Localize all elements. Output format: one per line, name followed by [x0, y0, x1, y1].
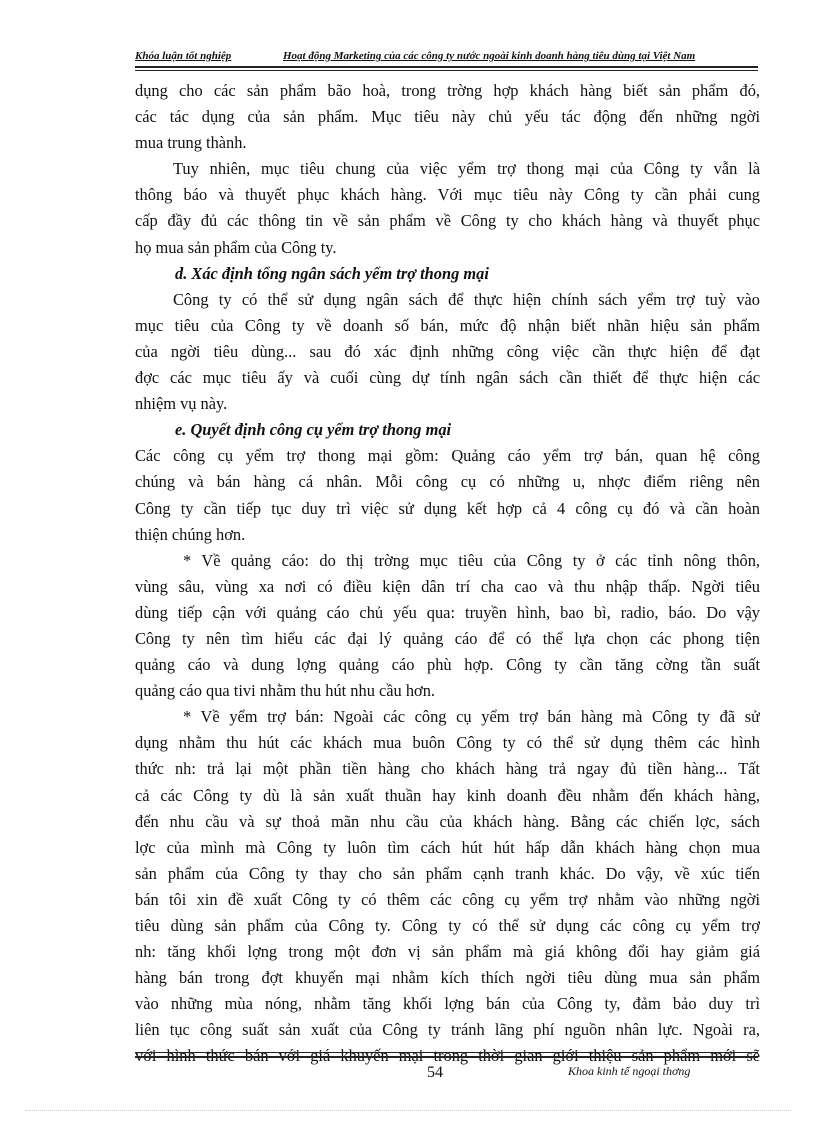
text-line: tiêu dùng sản phẩm của Công ty. Công ty có thể sử dụng các công cụ yểm trợ — [135, 916, 760, 935]
text-line: Công ty có thể sử dụng ngân sách để thực hiện chính sách yểm trợ tuỳ vào — [173, 289, 760, 309]
text-line: thiện chúng hơn. — [135, 524, 246, 544]
text-line: Các công cụ yểm trợ thong mại gồm: Quảng cáo yểm trợ bán, quan hệ công — [135, 446, 760, 466]
section-heading-d: d. Xác định tổng ngân sách yểm trợ thong mại — [175, 263, 489, 283]
text-line: cấp đầy đủ các thông tin về sản phẩm về Công ty cho khách hàng và thuyết phục — [135, 211, 760, 231]
text-line: lợc của mình mà Công ty luôn tìm cách hút hút hấp dẫn khách hàng chọn mua — [135, 837, 760, 857]
text-line: vào những mùa nóng, nhằm tăng khối lợng bán của Công ty, đảm bảo duy trì — [135, 994, 760, 1014]
text-line: cả các Công ty dù là sản xuất thuần hay kinh doanh đều nhằm đến khách hàng, — [135, 785, 760, 805]
text-line: Công ty nên tìm hiểu các đại lý quảng cáo để có thể lựa chọn các phong tiện — [135, 628, 760, 648]
page-number: 54 — [427, 1064, 443, 1081]
text-line: thông báo và thuyết phục khách hàng. Với mục tiêu này Công ty cần phải cung — [135, 185, 760, 205]
header-rule-thick — [135, 66, 758, 68]
text-line: mục tiêu của Công ty về doanh số bán, mức độ nhận biết nhãn hiệu sản phẩm — [135, 315, 760, 335]
text-line: mua trung thành. — [135, 133, 247, 153]
text-line: họ mua sản phẩm của Công ty. — [135, 237, 337, 257]
text-line: của ngời tiêu dùng... sau đó xác định những công việc cần thực hiện để đạt — [135, 341, 760, 361]
text-line: dụng nhằm thu hút các khách mua buôn Công ty có thể sử dụng thêm các hình — [135, 733, 760, 753]
text-line: chúng và bán hàng cá nhân. Mỗi công cụ có những u, nhợc điểm riêng nên — [135, 472, 760, 492]
footer-rule-thick — [135, 1056, 758, 1058]
header-rule-thin — [135, 70, 758, 71]
text-line: nh: tăng khối lợng trong một đơn vị sản phẩm mà giá không đổi hay giảm giá — [135, 942, 760, 962]
text-line: quảng cáo và dung lợng quảng cáo phù hợp. Công ty cần tăng cờng tần suất — [135, 655, 760, 675]
text-line: hàng bán trong đợt khuyến mại nhằm kích thích ngời tiêu dùng mua sản phẩm — [135, 968, 760, 988]
text-line: dùng tiếp cận với quảng cáo chủ yếu qua: truyền hình, bao bì, radio, báo. Do vậy — [135, 602, 760, 622]
text-line: dụng cho các sản phẩm bão hoà, trong trờng hợp khách hàng biết sản phẩm đó, — [135, 81, 760, 100]
page-bottom-dotted-divider — [25, 1110, 791, 1111]
text-line: Công ty cần tiếp tục duy trì việc sử dụng kết hợp cả 4 công cụ đó và cần hoàn — [135, 498, 760, 518]
text-line: * Về yểm trợ bán: Ngoài các công cụ yểm trợ bán hàng mà Công ty đã sử — [183, 707, 760, 727]
text-line: đến nhu cầu và sự thoả mãn nhu cầu của khách hàng. Bằng các chiến lợc, sách — [135, 811, 760, 831]
text-line: các tác dụng của sản phẩm. Mục tiêu này chủ yếu tác động đến những ngời — [135, 107, 760, 127]
text-line: sản phẩm của Công ty thay cho sản phẩm cạnh tranh khác. Do vậy, về xúc tiến — [135, 863, 760, 883]
text-line: vùng sâu, vùng xa nơi có điều kiện dân trí cha cao và thu nhập thấp. Ngời tiêu — [135, 576, 760, 596]
header-left-text: Khóa luận tốt nghiệp — [135, 50, 232, 62]
footer-rule-thin — [135, 1052, 758, 1053]
running-header — [135, 50, 758, 66]
text-line: * Về quảng cáo: do thị trờng mục tiêu của Công ty ở các tỉnh nông thôn, — [183, 550, 760, 570]
text-line: với hình thức bán với giá khuyến mại trong thời gian giới thiệu sản phẩm mới sẽ — [135, 1046, 760, 1066]
text-line: Tuy nhiên, mục tiêu chung của việc yểm trợ thong mại của Công ty vẫn là — [173, 159, 760, 179]
body-text — [135, 78, 760, 1070]
text-line: liên tục công suất sản xuất của Công ty tránh lãng phí nguồn nhân lực. Ngoài ra, — [135, 1020, 760, 1040]
text-line: đợc các mục tiêu ấy và cuối cùng dự tính ngân sách cần thiết để thực hiện các — [135, 368, 760, 388]
text-line: nhiệm vụ này. — [135, 394, 228, 414]
section-heading-e: e. Quyết định công cụ yểm trợ thong mại — [175, 420, 452, 440]
text-line: bán tôi xin đề xuất Công ty có thêm các công cụ yểm trợ nhằm vào những ngời — [135, 889, 760, 909]
header-right-text: Hoạt động Marketing của các công ty nước ngoài kinh doanh hàng tiêu dùng tại Việt Nam — [283, 50, 696, 62]
text-line: quảng cáo qua tivi nhằm thu hút nhu cầu hơn. — [135, 681, 435, 701]
footer-right-text: Khoa kinh tế ngoại thơng — [568, 1064, 691, 1078]
text-line: thức nh: trả lại một phần tiền hàng cho khách hàng trả ngay đủ tiền hàng... Tất — [135, 759, 760, 779]
